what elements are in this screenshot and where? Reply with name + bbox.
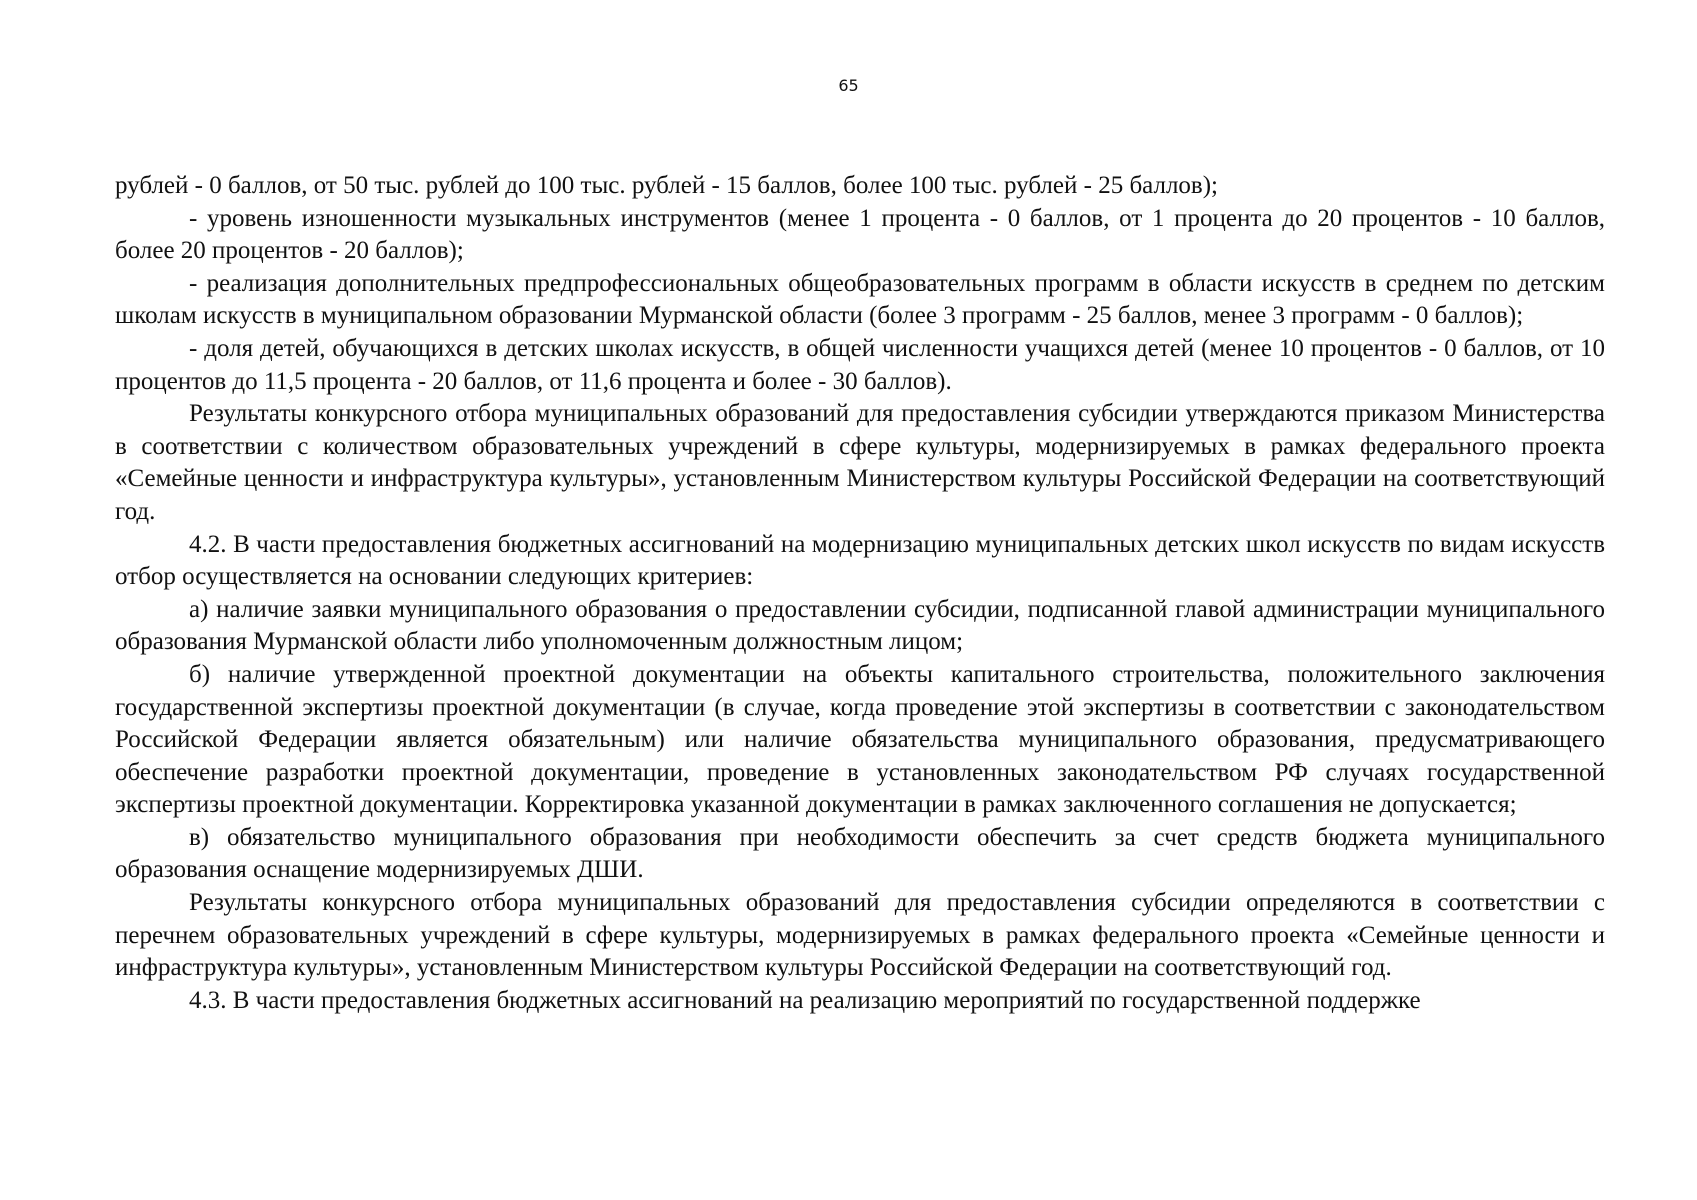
- paragraph-section-4-3: 4.3. В части предоставления бюджетных ассигнований на реализацию мероприятий по государственной поддержке: [189, 986, 1421, 1014]
- paragraph-item-a: а) наличие заявки муниципального образования о предоставлении субсидии, подписанной главой администрации муниципального образования Мурманской области либо уполномоченным должностным лицом;: [115, 595, 1605, 656]
- paragraph-results-determination: Результаты конкурсного отбора муниципальных образований для предоставления субсидии определяются в соответствии с перечнем образовательных учреждений в сфере культуры, модернизируемых в рамках федерального проекта «Семейные ценности и инфраструктура культуры», установленным Министерством культуры Российской Федерации на соответствующий год.: [115, 889, 1605, 982]
- paragraph-continuation: рублей - 0 баллов, от 50 тыс. рублей до 100 тыс. рублей - 15 баллов, более 100 тыс. рублей - 25 баллов);: [115, 172, 1219, 199]
- paragraph-item-b: б) наличие утвержденной проектной документации на объекты капитального строительства, положительного заключения государственной экспертизы проектной документации (в случае, когда проведение этой экспертизы в соответствии с законодательством Российской Федерации является обязательным) или наличие обязательства муниципального образования, предусматривающего обеспечение разработки проектной документации, проведение в установленных законодательством РФ случаях государственной экспертизы проектной документации. Корректировка указанной документации в рамках заключенного соглашения не допускается;: [115, 660, 1605, 819]
- paragraph-section-4-2: 4.2. В части предоставления бюджетных ассигнований на модернизацию муниципальных детских школ искусств по видам искусств отбор осуществляется на основании следующих критериев:: [115, 530, 1605, 591]
- page-number: 65: [838, 76, 859, 95]
- paragraph-criterion-children-share: - доля детей, обучающихся в детских школах искусств, в общей численности учащихся детей (менее 10 процентов - 0 баллов, от 10 процентов до 11,5 процента - 20 баллов, от 11,6 процента и более - 30 баллов).: [115, 334, 1605, 395]
- document-body: [115, 170, 1605, 1017]
- paragraph-criterion-preprofessional-programs: - реализация дополнительных предпрофессиональных общеобразовательных программ в области искусств в среднем по детским школам искусств в муниципальном образовании Мурманской области (более 3 программ - 25 баллов, менее 3 программ - 0 баллов);: [115, 269, 1605, 330]
- paragraph-item-v: в) обязательство муниципального образования при необходимости обеспечить за счет средств бюджета муниципального образования оснащение модернизируемых ДШИ.: [115, 823, 1605, 884]
- paragraph-criterion-instrument-wear: - уровень изношенности музыкальных инструментов (менее 1 процента - 0 баллов, от 1 процента до 20 процентов - 10 баллов, более 20 процентов - 20 баллов);: [115, 204, 1605, 265]
- paragraph-results-approval: Результаты конкурсного отбора муниципальных образований для предоставления субсидии утверждаются приказом Министерства в соответствии с количеством образовательных учреждений в сфере культуры, модернизируемых в рамках федерального проекта «Семейные ценности и инфраструктура культуры», установленным Министерством культуры Российской Федерации на соответствующий год.: [115, 400, 1605, 525]
